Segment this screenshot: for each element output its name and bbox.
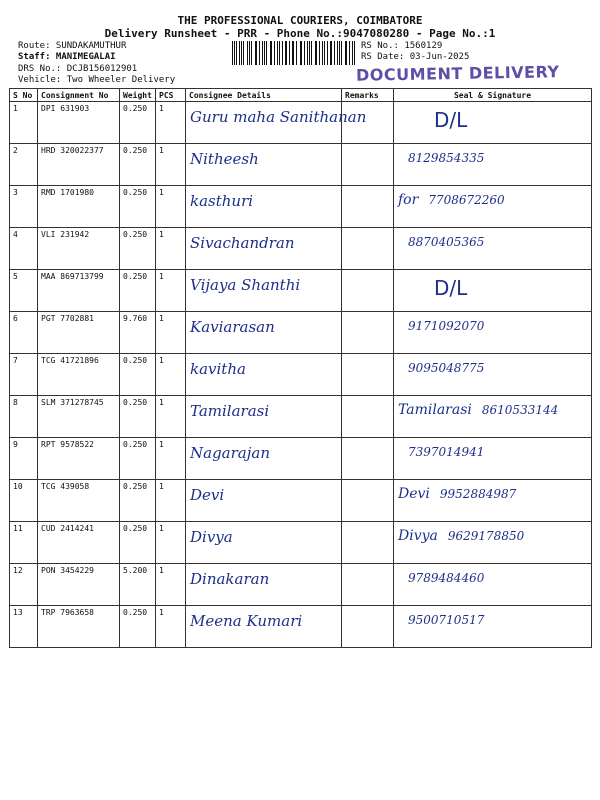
row-remarks (342, 606, 394, 648)
row-consignment-no: TCG 41721896 (38, 354, 120, 396)
signature-dl: D/L (434, 276, 468, 300)
row-signature (394, 564, 592, 606)
row-consignment-no: VLI 231942 (38, 228, 120, 270)
consignee-handwritten-name: Vijaya Shanthi (190, 276, 301, 294)
signature-phone: 9171092070 (408, 319, 485, 333)
drs-label: DRS No.: DCJB156012901 (18, 64, 138, 74)
runsheet-table (9, 88, 592, 648)
row-consignee (186, 564, 342, 606)
row-consignment-no: HRD 320022377 (38, 144, 120, 186)
row-weight: 0.250 (120, 522, 156, 564)
consignee-handwritten-name: Kaviarasan (190, 318, 275, 336)
row-pcs: 1 (156, 606, 186, 648)
consignee-handwritten-name: Devi (190, 486, 225, 504)
rs-date: RS Date: 03-Jun-2025 (361, 52, 470, 62)
table-row (10, 186, 592, 228)
row-sno: 7 (10, 354, 38, 396)
row-consignment-no: DPI 631903 (38, 102, 120, 144)
signature-phone: 9629178850 (447, 529, 525, 543)
consignee-handwritten-name: Tamilarasi (190, 402, 270, 420)
table-row (10, 102, 592, 144)
row-signature (394, 522, 592, 564)
row-consignee (186, 522, 342, 564)
row-consignment-no: TRP 7963658 (38, 606, 120, 648)
row-sno: 10 (10, 480, 38, 522)
signature-phone: 7397014941 (408, 445, 485, 459)
row-weight: 0.250 (120, 186, 156, 228)
table-row (10, 312, 592, 354)
row-weight: 5.200 (120, 564, 156, 606)
signature-block (398, 402, 558, 418)
row-remarks (342, 186, 394, 228)
row-consignment-no: SLM 371278745 (38, 396, 120, 438)
signature-block (398, 360, 484, 376)
consignee-handwritten-name: Nitheesh (190, 150, 259, 168)
row-remarks (342, 564, 394, 606)
row-sno: 6 (10, 312, 38, 354)
rs-number: RS No.: 1560129 (361, 41, 443, 51)
row-signature (394, 144, 592, 186)
row-consignee (186, 102, 367, 144)
row-signature (394, 396, 592, 438)
row-pcs: 1 (156, 354, 186, 396)
row-remarks (342, 102, 394, 144)
row-pcs: 1 (156, 312, 186, 354)
row-consignment-no: PGT 7702881 (38, 312, 120, 354)
row-pcs: 1 (156, 438, 186, 480)
row-weight: 0.250 (120, 480, 156, 522)
consignee-handwritten-name: Divya (190, 528, 233, 546)
row-consignee (186, 354, 342, 396)
table-row (10, 270, 592, 312)
signature-phone: 9952884987 (439, 487, 517, 501)
row-consignment-no: MAA 869713799 (38, 270, 120, 312)
row-signature (394, 438, 592, 480)
consignee-handwritten-name: Sivachandran (190, 234, 295, 252)
signature-block (398, 192, 505, 208)
row-pcs: 1 (156, 270, 186, 312)
signature-phone: 8129854335 (408, 151, 485, 165)
route-label: Route: SUNDAKAMUTHUR (18, 41, 127, 51)
row-remarks (342, 270, 394, 312)
row-sno: 1 (10, 102, 38, 144)
col-header-signature: Seal & Signature (394, 89, 592, 102)
col-header-sno: S No (10, 89, 38, 102)
table-row (10, 354, 592, 396)
row-weight: 0.250 (120, 144, 156, 186)
signature-phone: 8610533144 (481, 403, 559, 417)
row-weight: 0.250 (120, 396, 156, 438)
runsheet-subtitle: Delivery Runsheet - PRR - Phone No.:9047080280 - Page No.:1 (104, 27, 496, 40)
row-sno: 8 (10, 396, 38, 438)
row-signature (394, 270, 592, 312)
row-weight: 0.250 (120, 354, 156, 396)
row-pcs: 1 (156, 396, 186, 438)
row-pcs: 1 (156, 522, 186, 564)
row-remarks (342, 522, 394, 564)
signature-block (398, 528, 524, 544)
signature-block (398, 612, 484, 628)
table-row (10, 396, 592, 438)
row-signature (394, 102, 592, 144)
row-signature (394, 606, 592, 648)
signature-block (398, 234, 484, 250)
row-consignment-no: CUD 2414241 (38, 522, 120, 564)
row-signature (394, 186, 592, 228)
row-consignee (186, 144, 342, 186)
row-sno: 2 (10, 144, 38, 186)
signature-phone: 7708672260 (428, 193, 505, 207)
row-consignee (186, 606, 342, 648)
row-consignee (186, 228, 342, 270)
col-header-remarks: Remarks (342, 89, 394, 102)
row-consignment-no: PON 3454229 (38, 564, 120, 606)
row-sno: 3 (10, 186, 38, 228)
signature-block (398, 486, 516, 502)
col-header-consignee: Consignee Details (186, 89, 342, 102)
signature-block (398, 444, 484, 460)
row-signature (394, 354, 592, 396)
row-remarks (342, 438, 394, 480)
row-remarks (342, 480, 394, 522)
vehicle-label: Vehicle: Two Wheeler Delivery (18, 75, 176, 85)
row-pcs: 1 (156, 186, 186, 228)
row-consignee (186, 438, 342, 480)
signature-text: Tamilarasi (398, 402, 472, 418)
signature-phone: 9789484460 (408, 571, 485, 585)
row-weight: 0.250 (120, 102, 156, 144)
row-consignee (186, 480, 342, 522)
table-row (10, 144, 592, 186)
table-row (10, 522, 592, 564)
row-weight: 0.250 (120, 270, 156, 312)
row-weight: 0.250 (120, 228, 156, 270)
document-delivery-stamp: DOCUMENT DELIVERY (355, 62, 560, 85)
row-weight: 9.760 (120, 312, 156, 354)
consignee-handwritten-name: kasthuri (190, 192, 254, 210)
row-pcs: 1 (156, 480, 186, 522)
row-pcs: 1 (156, 102, 186, 144)
col-header-weight: Weight (120, 89, 156, 102)
table-row (10, 438, 592, 480)
table-row (10, 480, 592, 522)
row-sno: 5 (10, 270, 38, 312)
row-weight: 0.250 (120, 606, 156, 648)
row-signature (394, 228, 592, 270)
signature-text: Divya (398, 528, 438, 544)
row-consignee (186, 396, 342, 438)
table-row (10, 606, 592, 648)
row-pcs: 1 (156, 228, 186, 270)
signature-block (398, 150, 484, 166)
row-consignment-no: RMD 1701980 (38, 186, 120, 228)
table-row (10, 228, 592, 270)
row-sno: 11 (10, 522, 38, 564)
row-remarks (342, 396, 394, 438)
row-sno: 9 (10, 438, 38, 480)
signature-phone: 9500710517 (408, 613, 485, 627)
row-remarks (342, 312, 394, 354)
consignee-handwritten-name: Dinakaran (190, 570, 270, 588)
row-remarks (342, 228, 394, 270)
consignee-handwritten-name: Meena Kumari (190, 612, 303, 630)
table-row (10, 564, 592, 606)
row-signature (394, 312, 592, 354)
company-title: THE PROFESSIONAL COURIERS, COIMBATORE (177, 14, 423, 27)
row-pcs: 1 (156, 144, 186, 186)
barcode (232, 41, 356, 65)
table-header-row (10, 89, 592, 102)
signature-block (398, 318, 484, 334)
row-consignee (186, 312, 342, 354)
signature-dl: D/L (434, 108, 468, 132)
consignee-handwritten-name: Nagarajan (190, 444, 270, 462)
row-sno: 13 (10, 606, 38, 648)
row-sno: 4 (10, 228, 38, 270)
signature-text: Devi (398, 486, 430, 502)
signature-phone: 8870405365 (408, 235, 485, 249)
row-consignee (186, 186, 342, 228)
signature-phone: 9095048775 (408, 361, 485, 375)
row-remarks (342, 144, 394, 186)
signature-text: for (398, 192, 419, 208)
staff-label: Staff: MANIMEGALAI (18, 52, 116, 62)
row-sno: 12 (10, 564, 38, 606)
row-remarks (342, 354, 394, 396)
row-consignment-no: RPT 9578522 (38, 438, 120, 480)
col-header-pcs: PCS (156, 89, 186, 102)
row-weight: 0.250 (120, 438, 156, 480)
signature-block (398, 570, 484, 586)
col-header-consignment: Consignment No (38, 89, 120, 102)
consignee-handwritten-name: Guru maha Sanithanan (190, 108, 367, 126)
row-signature (394, 480, 592, 522)
row-consignment-no: TCG 439058 (38, 480, 120, 522)
row-pcs: 1 (156, 564, 186, 606)
row-consignee (186, 270, 342, 312)
consignee-handwritten-name: kavitha (190, 360, 246, 378)
